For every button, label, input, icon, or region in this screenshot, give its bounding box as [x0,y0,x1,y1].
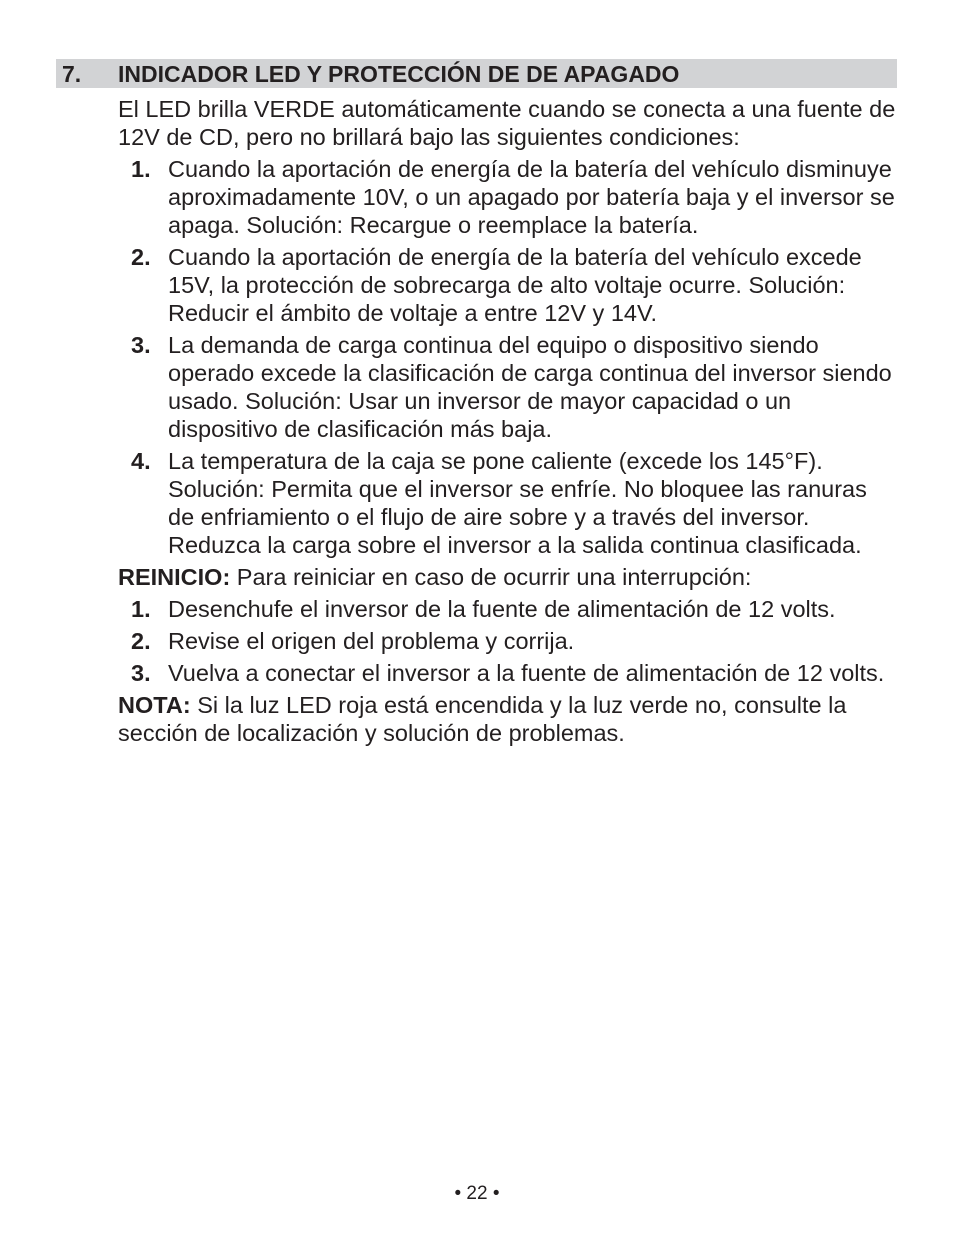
list-item [118,659,898,687]
list-item-number: 4. [131,448,151,474]
list-item-text: Cuando la aportación de energía de la batería del vehículo excede 15V, la protección de sobrecarga de alto voltaje ocurre. Solución: Reducir el ámbito de voltaje a entre 12V y 14V. [168,244,862,326]
list-item-number: 1. [131,156,151,182]
list-item-text: Revise el origen del problema y corrija. [168,628,575,654]
reset-text: Para reiniciar en caso de ocurrir una interrupción: [230,564,752,590]
list-item-text: Cuando la aportación de energía de la batería del vehículo disminuye aproximadamente 10V, o un apagado por batería baja y el inversor se apaga. Solución: Recargue o reemplace la batería. [168,156,895,238]
list-item-text: La demanda de carga continua del equipo o dispositivo siendo operado excede la clasificación de carga continua del inversor siendo usado. Solución: Usar un inversor de mayor capacidad o un dispositivo de clasificación más baja. [168,332,892,442]
intro-paragraph: El LED brilla VERDE automáticamente cuando se conecta a una fuente de 12V de CD, pero no brillará bajo las siguientes condiciones: [118,96,896,150]
note-label: NOTA: [118,692,191,718]
list-item-text: Desenchufe el inversor de la fuente de alimentación de 12 volts. [168,596,836,622]
list-item [118,331,898,443]
list-item [118,155,898,239]
list-item-number: 3. [131,660,151,686]
section-header [56,59,897,88]
list-item-number: 3. [131,332,151,358]
list-item-text: La temperatura de la caja se pone caliente (excede los 145°F). Solución: Permita que el inversor se enfríe. No bloquee las ranuras de enfriamiento o el flujo de aire sobre y a través del inversor. Reduzca la carga sobre el inversor a la salida continua clasificada. [168,448,867,558]
list-item [118,447,898,559]
list-item-number: 2. [131,244,151,270]
page-number: • 22 • [454,1183,500,1204]
list-item [118,243,898,327]
section-number: 7. [62,61,82,87]
list-item-number: 2. [131,628,151,654]
note-paragraph [118,691,898,747]
reset-steps-list [118,595,898,687]
reset-label: REINICIO: [118,564,231,590]
section-title: INDICADOR LED Y PROTECCIÓN DE DE APAGADO [118,61,680,87]
list-item-text: Vuelva a conectar el inversor a la fuente de alimentación de 12 volts. [168,660,885,686]
document-body [118,95,898,751]
note-text: Si la luz LED roja está encendida y la luz verde no, consulte la sección de localización y solución de problemas. [118,692,847,746]
list-item [118,627,898,655]
reset-paragraph [118,563,898,591]
list-item-number: 1. [131,596,151,622]
conditions-list [118,155,898,559]
list-item [118,595,898,623]
